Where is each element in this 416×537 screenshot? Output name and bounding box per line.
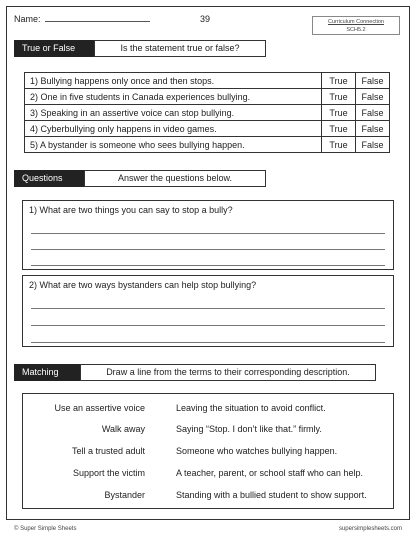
matching-term[interactable]: Support the victim <box>72 468 145 478</box>
table-row <box>25 121 390 137</box>
curriculum-code: SCH5.2 <box>346 27 366 33</box>
answer-line[interactable] <box>31 249 385 250</box>
questions-label: Questions <box>14 170 84 187</box>
answer-line[interactable] <box>31 342 385 343</box>
false-option[interactable]: False <box>356 137 390 153</box>
false-option[interactable]: False <box>356 121 390 137</box>
questions-instruction: Answer the questions below. <box>84 170 266 187</box>
matching-term[interactable]: Tell a trusted adult <box>71 446 145 456</box>
footer-copyright: © Super Simple Sheets <box>14 526 77 532</box>
name-field[interactable] <box>14 14 150 24</box>
statement: 1) Bullying happens only once and then stops. <box>25 73 322 89</box>
matching-instruction: Draw a line from the terms to their corresponding description. <box>80 364 376 381</box>
table-row <box>25 89 390 105</box>
false-option[interactable]: False <box>356 89 390 105</box>
curriculum-connection-box <box>312 16 400 35</box>
answer-line[interactable] <box>31 308 385 309</box>
true-false-label: True or False <box>14 40 94 57</box>
true-false-instruction: Is the statement true or false? <box>94 40 266 57</box>
true-option[interactable]: True <box>322 121 356 137</box>
footer-website[interactable]: supersimplesheets.com <box>338 526 402 532</box>
curriculum-title: Curriculum Connection <box>328 19 384 25</box>
matching-term[interactable]: Walk away <box>101 424 145 434</box>
table-row <box>25 73 390 89</box>
statement: 3) Speaking in an assertive voice can stop bullying. <box>25 105 322 121</box>
false-option[interactable]: False <box>356 73 390 89</box>
matching-label: Matching <box>14 364 80 381</box>
name-line[interactable] <box>45 14 150 22</box>
true-option[interactable]: True <box>322 137 356 153</box>
question-box-1 <box>22 200 394 270</box>
true-option[interactable]: True <box>322 89 356 105</box>
question-text: 2) What are two ways bystanders can help stop bullying? <box>29 280 257 290</box>
page-number: 39 <box>200 14 211 24</box>
matching-term[interactable]: Bystander <box>104 490 145 500</box>
true-option[interactable]: True <box>322 73 356 89</box>
matching-term[interactable]: Use an assertive voice <box>54 403 145 413</box>
true-false-table <box>24 72 390 153</box>
table-row <box>25 105 390 121</box>
answer-line[interactable] <box>31 233 385 234</box>
matching-description[interactable]: Someone who watches bullying happen. <box>176 446 338 456</box>
false-option[interactable]: False <box>356 105 390 121</box>
statement: 2) One in five students in Canada experiences bullying. <box>25 89 322 105</box>
statement: 5) A bystander is someone who sees bullying happen. <box>25 137 322 153</box>
question-text: 1) What are two things you can say to stop a bully? <box>29 205 233 215</box>
matching-description[interactable]: Saying “Stop. I don’t like that.” firmly. <box>176 424 322 434</box>
name-label: Name: <box>14 14 41 24</box>
answer-line[interactable] <box>31 265 385 266</box>
question-box-2 <box>22 275 394 347</box>
table-row <box>25 137 390 153</box>
answer-line[interactable] <box>31 325 385 326</box>
statement: 4) Cyberbullying only happens in video games. <box>25 121 322 137</box>
true-option[interactable]: True <box>322 105 356 121</box>
matching-description[interactable]: A teacher, parent, or school staff who can help. <box>176 468 363 478</box>
matching-description[interactable]: Standing with a bullied student to show support. <box>176 490 367 500</box>
matching-description[interactable]: Leaving the situation to avoid conflict. <box>176 403 326 413</box>
